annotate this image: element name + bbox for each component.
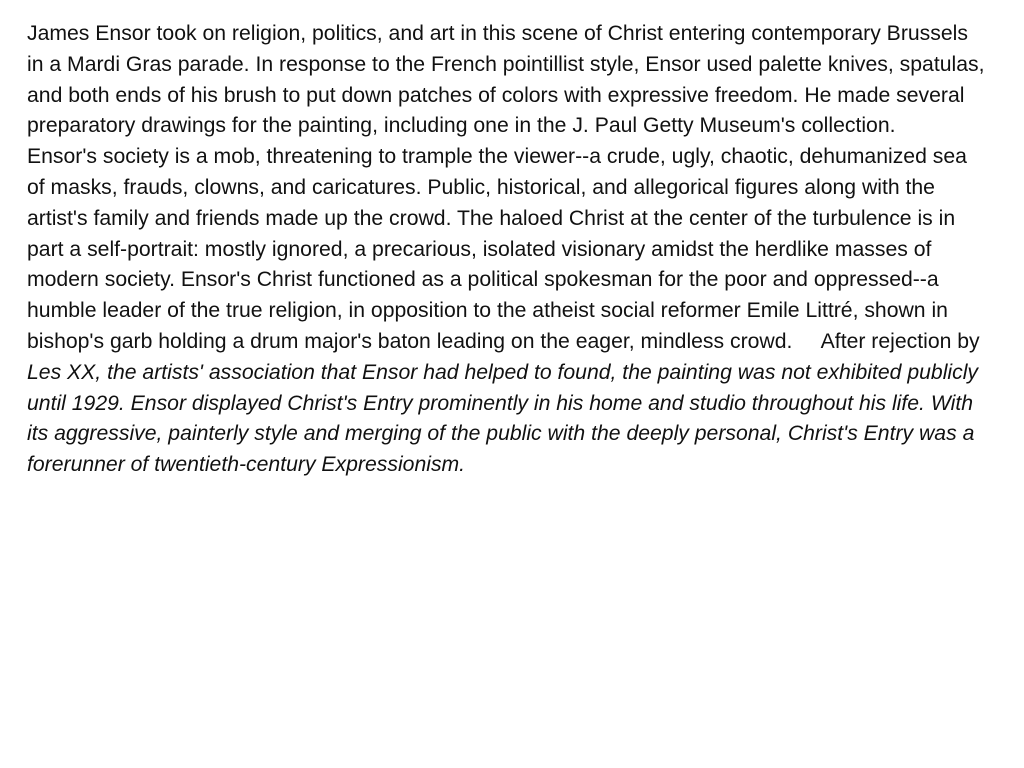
- body-text-italic: Les XX, the artists' association that Ensor had helped to found, the painting was not exhibited publicly until 1929. Ensor displayed Christ's Entry prominently in his home and studio throughout his life. With its aggressive, painterly style and merging of the public with the deeply personal, Christ's Entry was a forerunner of twentieth-century Expressionism.: [27, 360, 984, 477]
- body-text-regular: James Ensor took on religion, politics, and art in this scene of Christ entering contemporary Brussels in a Mardi Gras parade. In response to the French pointillist style, Ensor used palette knives, spatulas, and both ends of his brush to put down patches of colors with expressive freedom. He made several preparatory drawings for the painting, including one in the J. Paul Getty Museum's collection. Ensor's society is a mob, threatening to trample the viewer--a crude, ugly, chaotic, dehumanized sea of masks, frauds, clowns, and caricatures. Public, historical, and allegorical figures along with the artist's family and friends made up the crowd. The haloed Christ at the center of the turbulence is in part a self-portrait: mostly ignored, a precarious, isolated visionary amidst the herdlike masses of modern society. Ensor's Christ functioned as a political spokesman for the poor and oppressed--a humble leader of the true religion, in opposition to the atheist social reformer Emile Littré, shown in bishop's garb holding a drum major's baton leading on the eager, mindless crowd. After rejection by: [27, 22, 991, 353]
- body-text: [27, 19, 991, 481]
